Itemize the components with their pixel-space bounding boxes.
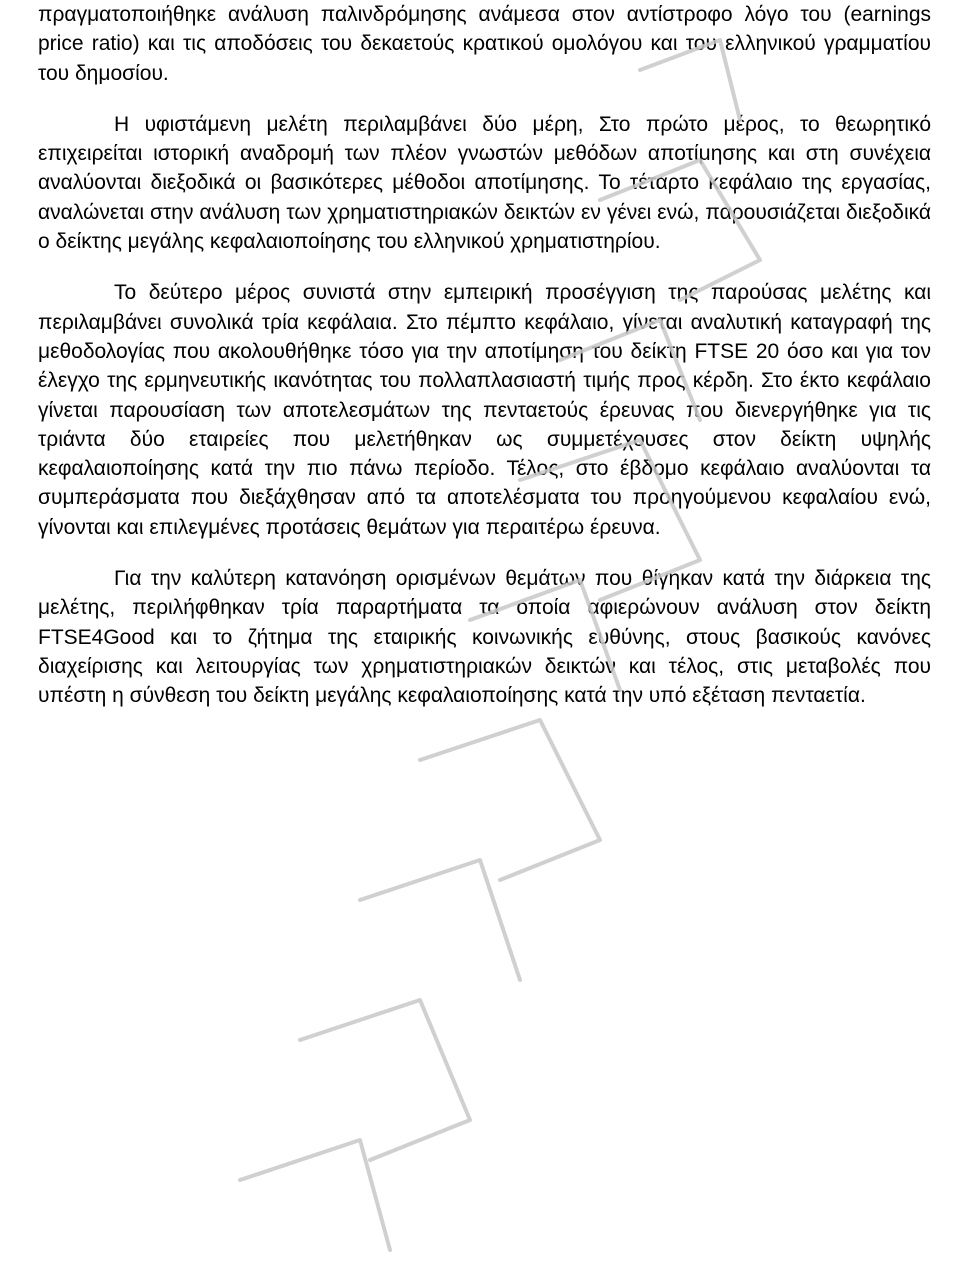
paragraph-1: πραγματοποιήθηκε ανάλυση παλινδρόμησης ανάμεσα στον αντίστροφο λόγο του (earnings price ratio) και τις αποδόσεις του δεκαετούς κρατικού ομολόγου και του ελληνικού γραμματίου του δημοσίου. (38, 3, 931, 85)
paragraph-2: Η υφιστάμενη μελέτη περιλαμβάνει δύο μέρη, Στο πρώτο μέρος, το θεωρητικό επιχειρείται ιστορική αναδρομή των πλέον γνωστών μεθόδων αποτίμησης και στη συνέχεια αναλύονται διεξοδικά οι βασικότερες μέθοδοι αποτίμησης. Το τέταρτο κεφάλαιο της εργασίας, αναλώνεται στην ανάλυση των χρηματιστηριακών δεικτών εν γένει ενώ, παρουσιάζεται διεξοδικά ο δείκτης μεγάλης κεφαλαιοποίησης του ελληνικού χρηματιστηρίου. (38, 112, 931, 254)
paragraph-gap (38, 542, 931, 564)
document-body (38, 0, 931, 711)
paragraph-4: Για την καλύτερη κατανόηση ορισμένων θεμάτων που θίγηκαν κατά την διάρκεια της μελέτης, περιλήφθηκαν τρία παραρτήματα τα οποία αφιερώνουν ανάλυση στον δείκτη FTSE4Good και το ζήτημα της εταιρικής κοινωνικής ευθύνης, στους βασικούς κανόνες διαχείρισης και λειτουργίας των χρηματιστηριακών δεικτών και τέλος, στις μεταβολές που υπέστη η σύνθεση του δείκτη μεγάλης κεφαλαιοποίησης κατά την υπό εξέταση πενταετία. (38, 567, 931, 708)
paragraph-3: Το δεύτερο μέρος συνιστά στην εμπειρική προσέγγιση της παρούσας μελέτης και περιλαμβάνει συνολικά τρία κεφάλαια. Στο πέμπτο κεφάλαιο, γίνεται αναλυτική καταγραφή της μεθοδολογίας που ακολουθήθηκε τόσο για την αποτίμηση του δείκτη FTSE 20 όσο και για τον έλεγχο της ερμηνευτικής ικανότητας του πολλαπλασιαστή τιμής προς κέρδη. Στο έκτο κεφάλαιο γίνεται παρουσίαση των αποτελεσμάτων της πενταετούς έρευνας που διενεργήθηκε για τις τριάντα δύο εταιρείες που μελετήθηκαν ως συμμετέχουσες στον δείκτη υψηλής κεφαλαιοποίησης κατά την πιο πάνω περίοδο. Τέλος, στο έβδομο κεφάλαιο αναλύονται τα συμπεράσματα που διεξάχθησαν από τα αποτελέσματα του προηγούμενου κεφαλαίου ενώ, γίνονται και επιλεγμένες προτάσεις θεμάτων για περαιτέρω έρευνα. (38, 281, 931, 539)
paragraph-gap (38, 256, 931, 278)
paragraph-gap (38, 88, 931, 110)
